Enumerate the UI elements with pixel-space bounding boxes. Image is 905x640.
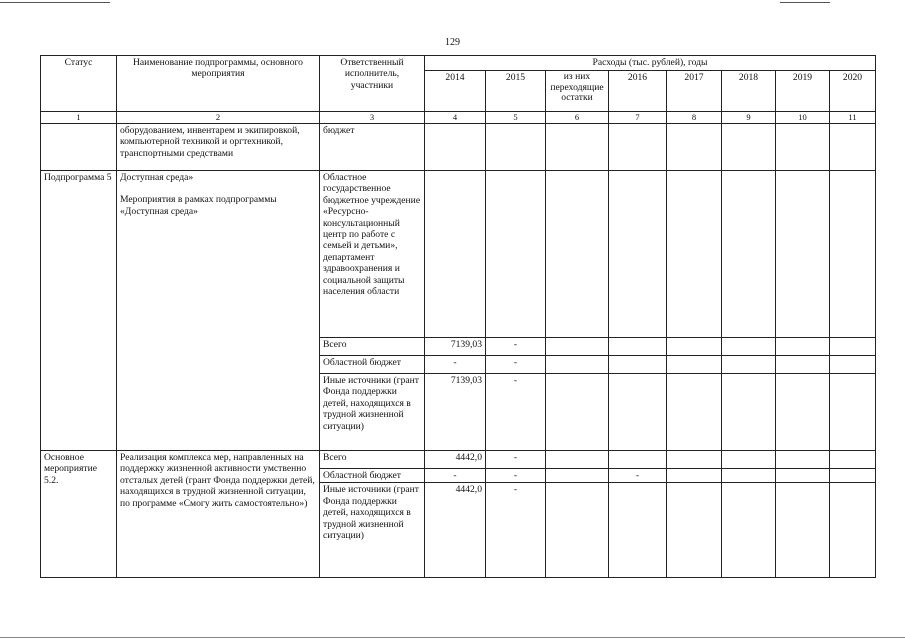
value-2015: - [486,356,546,374]
col-num: 1 [41,112,117,124]
header-carryover: из них переходящие остатки [546,71,609,112]
value-2016 [609,451,667,469]
header-status: Статус [41,56,117,112]
scan-edge-bottom [0,637,905,638]
continuation-name: оборудованием, инвентарем и экипировкой, компьютерной техникой и оргтехникой, транспортными средствами [117,124,320,171]
header-year-2020: 2020 [830,71,876,112]
column-number-row [41,112,876,124]
col-num: 8 [667,112,722,124]
col-num: 3 [320,112,425,124]
subprogram-description: Мероприятия в рамках подпрограммы «Доступная среда» [120,194,277,217]
header-year-2017: 2017 [667,71,722,112]
col-num: 9 [722,112,776,124]
subprogram-executor: Областное государственное бюджетное учреждение «Ресурсно-консультационный центр по работе с семьей и детьми», департамент здравоохранения и социальной защиты населения области [320,171,425,338]
value-2015: - [486,374,546,451]
header-year-2018: 2018 [722,71,776,112]
header-year-2016: 2016 [609,71,667,112]
col-num: 11 [830,112,876,124]
col-num: 2 [117,112,320,124]
col-num: 6 [546,112,609,124]
row-label: Областной бюджет [320,469,425,483]
activity-status: Основное мероприятие 5.2. [41,451,117,578]
value-2016 [609,483,667,578]
header-year-2019: 2019 [776,71,830,112]
col-num: 10 [776,112,830,124]
scan-edge-top-right [780,2,830,3]
header-executor: Ответственный исполнитель, участники [320,56,425,112]
value-2014: 7139,03 [425,338,486,356]
value-2016: - [609,469,667,483]
table-row [41,124,876,171]
row-label: Всего [320,451,425,469]
value-2014: - [425,469,486,483]
continuation-executor: бюджет [320,124,425,171]
col-num: 4 [425,112,486,124]
header-name: Наименование подпрограммы, основного мероприятия [117,56,320,112]
value-2014: 4442,0 [425,483,486,578]
table-row [41,171,876,338]
row-label: Иные источники (грант Фонда поддержки детей, находящихся в трудной жизненной ситуации) [320,374,425,451]
budget-table [40,55,876,578]
col-num: 5 [486,112,546,124]
activity-name: Реализация комплекса мер, направленных на поддержку жизненной активности умственно отсталых детей (грант Фонда поддержки детей, находящихся в трудной жизненной ситуации, по программе «Смогу жить самостоятельно») [117,451,320,578]
value-2014: - [425,356,486,374]
value-2015: - [486,469,546,483]
scan-edge-top-left [0,2,110,3]
header-year-2015: 2015 [486,71,546,112]
header-row-1 [41,56,876,71]
value-2015: - [486,338,546,356]
value-2014: 7139,03 [425,374,486,451]
row-label: Всего [320,338,425,356]
value-2014: 4442,0 [425,451,486,469]
subprogram-name [117,171,320,451]
table-row [41,451,876,469]
row-label: Иные источники (грант Фонда поддержки детей, находящихся в трудной жизненной ситуации) [320,483,425,578]
header-expenses: Расходы (тыс. рублей), годы [425,56,876,71]
row-label: Областной бюджет [320,356,425,374]
value-2015: - [486,451,546,469]
subprogram-title: Доступная среда» [120,172,194,183]
col-num: 7 [609,112,667,124]
header-year-2014: 2014 [425,71,486,112]
value-2015: - [486,483,546,578]
subprogram-status: Подпрограмма 5 [41,171,117,451]
page-number: 129 [445,37,460,48]
